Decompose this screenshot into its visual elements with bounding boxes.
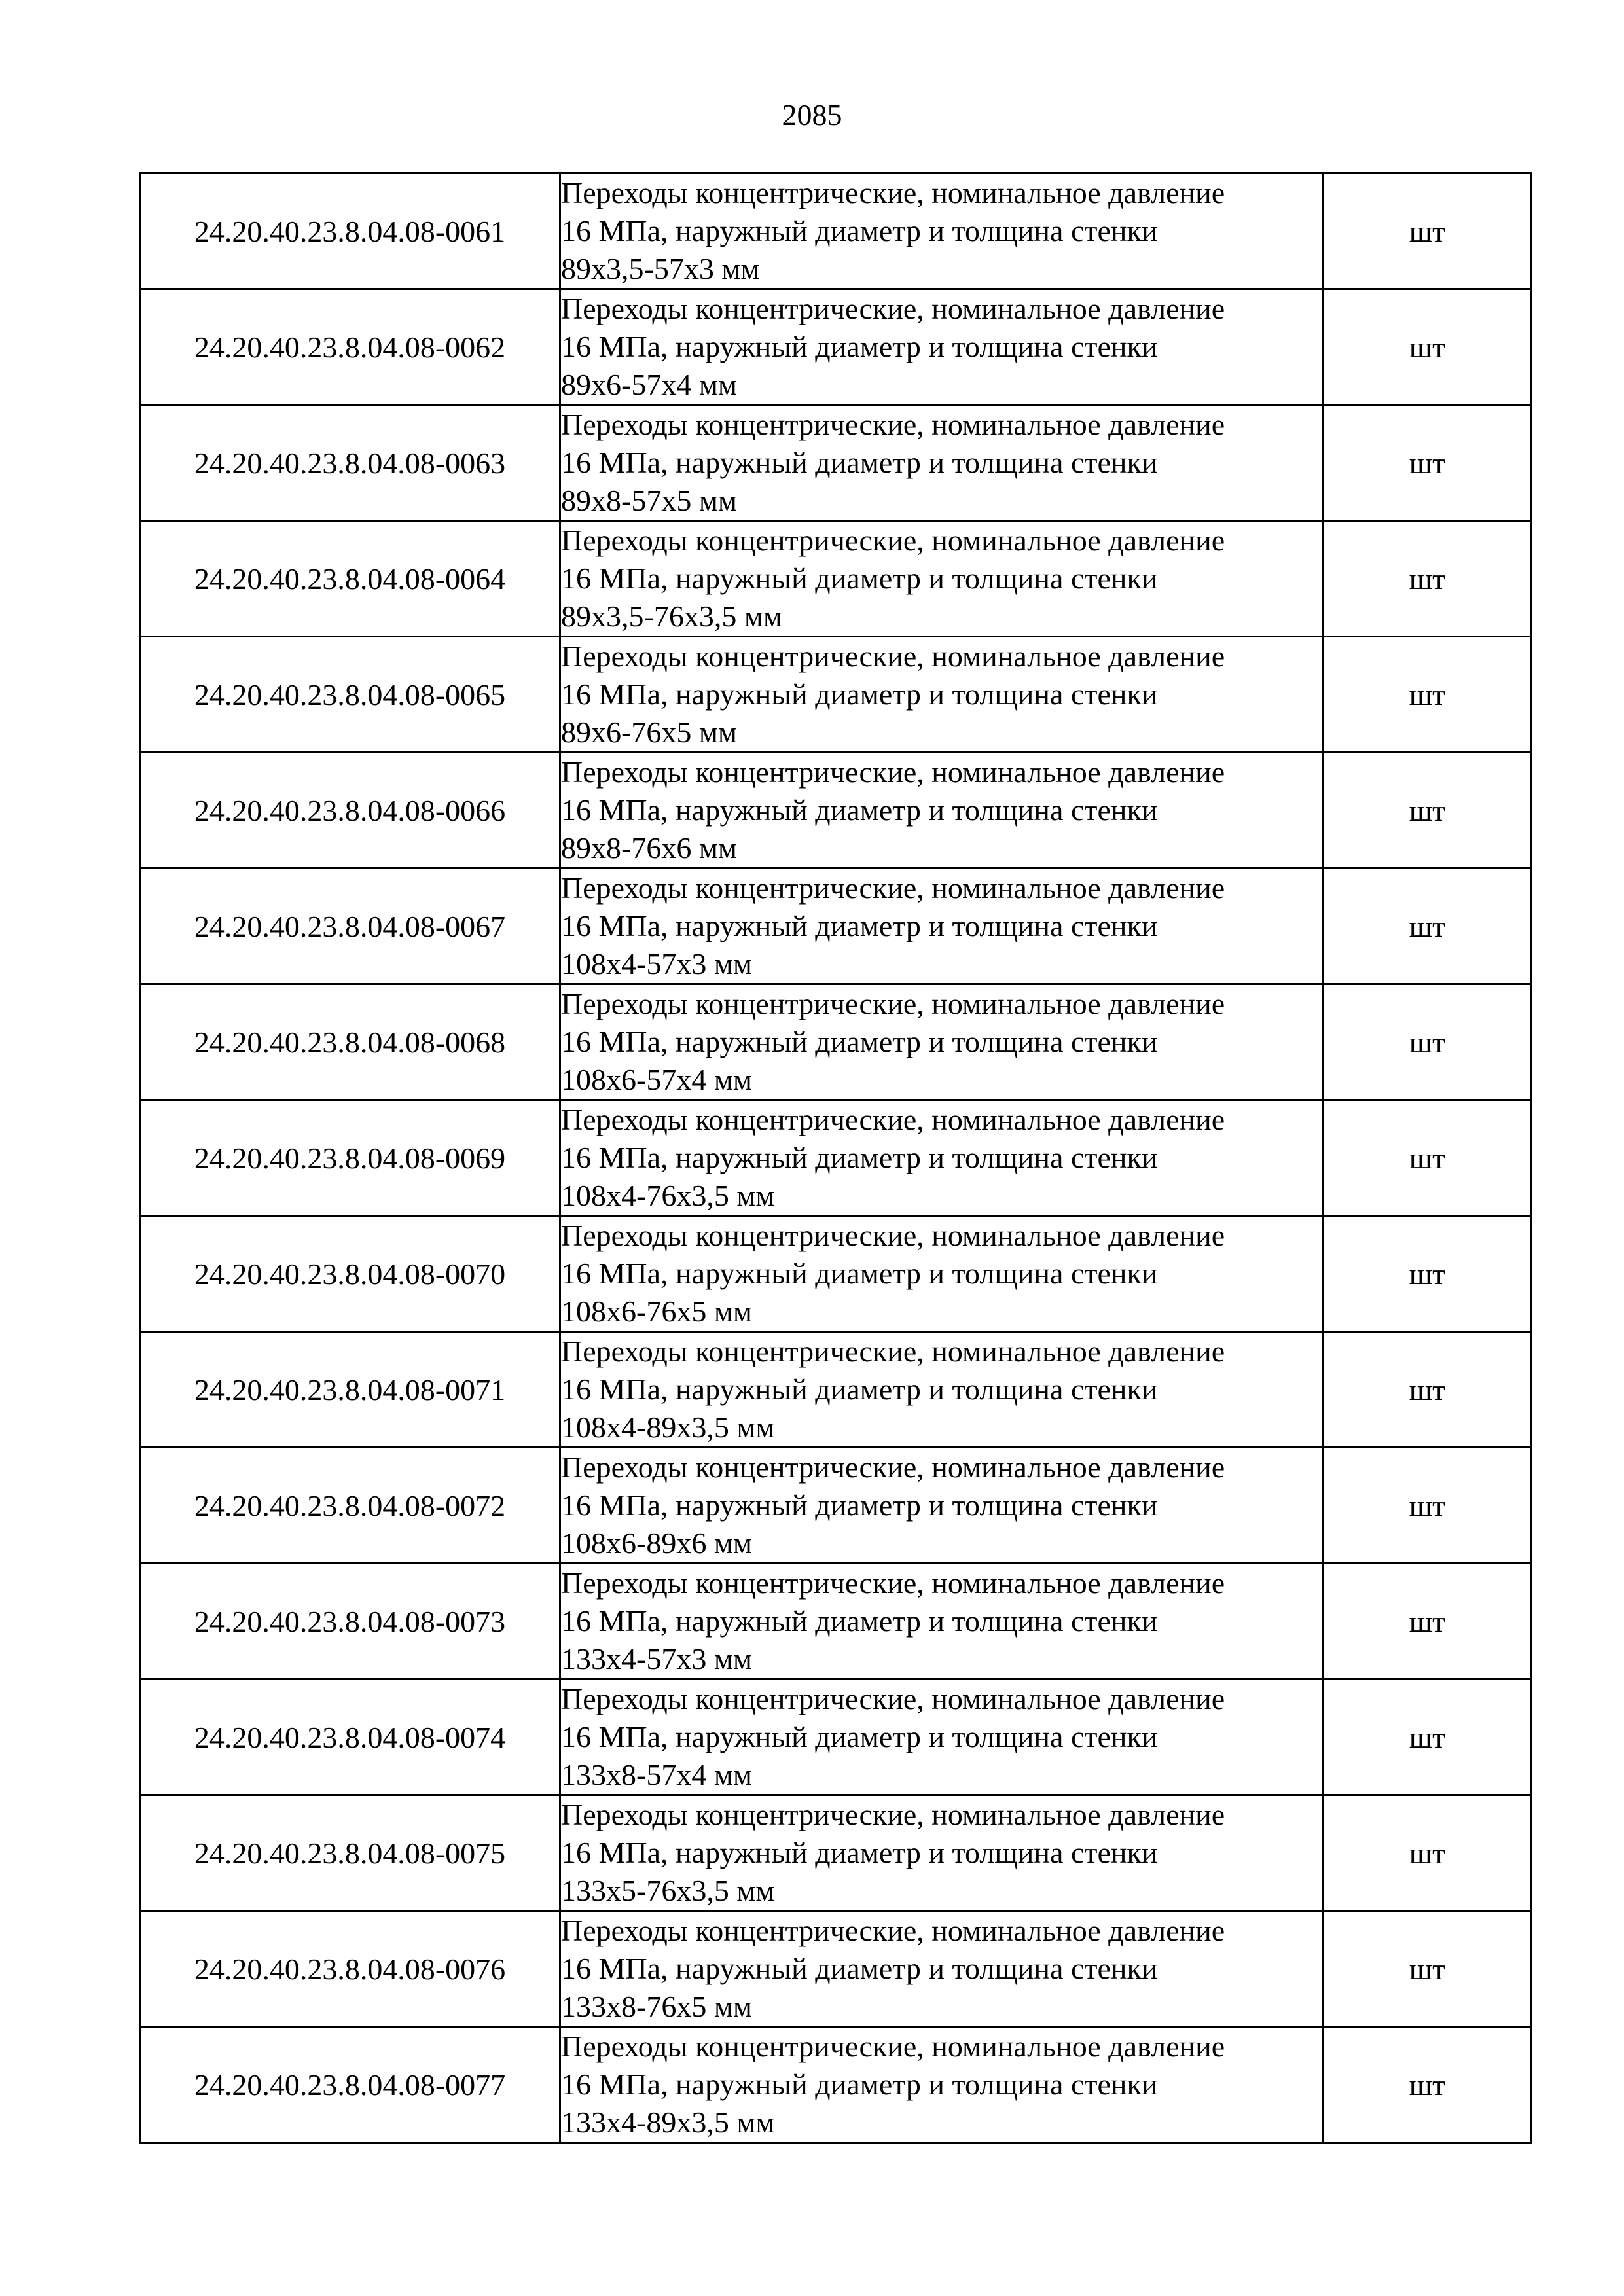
table-row [140,1448,1532,1564]
resource-description [560,1100,1324,1216]
description-line: Переходы концентрические, номинальное давление [561,1335,1225,1368]
description-line: 16 МПа, наружный диаметр и толщина стенки [561,1257,1158,1290]
resource-code: 24.20.40.23.8.04.08-0072 [140,1448,560,1564]
description-line: 133х4-57х3 мм [561,1642,753,1676]
description-line: 89х8-57х5 мм [561,484,738,517]
resource-description [560,869,1324,984]
unit-of-measure: шт [1324,1795,1532,1911]
description-line: Переходы концентрические, номинальное давление [561,2030,1225,2063]
resource-code: 24.20.40.23.8.04.08-0064 [140,521,560,637]
unit-of-measure: шт [1324,1332,1532,1448]
resource-description [560,753,1324,869]
description-line: 108х6-76х5 мм [561,1295,753,1328]
resource-code: 24.20.40.23.8.04.08-0077 [140,2027,560,2143]
table-row [140,521,1532,637]
resource-code: 24.20.40.23.8.04.08-0062 [140,289,560,405]
table-row [140,1564,1532,1679]
description-line: 16 МПа, наружный диаметр и толщина стенки [561,214,1158,247]
resource-code: 24.20.40.23.8.04.08-0075 [140,1795,560,1911]
resource-description [560,1564,1324,1679]
resource-code: 24.20.40.23.8.04.08-0070 [140,1216,560,1332]
resource-description [560,521,1324,637]
description-line: 89х6-76х5 мм [561,715,738,749]
resource-code: 24.20.40.23.8.04.08-0061 [140,173,560,289]
table-row [140,405,1532,521]
table-row [140,753,1532,869]
description-line: 16 МПа, наружный диаметр и толщина стенки [561,1720,1158,1753]
resource-code: 24.20.40.23.8.04.08-0065 [140,637,560,753]
resource-code: 24.20.40.23.8.04.08-0067 [140,869,560,984]
description-line: Переходы концентрические, номинальное давление [561,639,1225,673]
description-line: 108х6-57х4 мм [561,1063,753,1096]
resource-description [560,1448,1324,1564]
unit-of-measure: шт [1324,869,1532,984]
description-line: 16 МПа, наружный диаметр и толщина стенки [561,677,1158,711]
resource-code: 24.20.40.23.8.04.08-0074 [140,1679,560,1795]
unit-of-measure: шт [1324,1448,1532,1564]
unit-of-measure: шт [1324,984,1532,1100]
description-line: 133х5-76х3,5 мм [561,1874,775,1907]
resource-description [560,1216,1324,1332]
table-row [140,2027,1532,2143]
table-row [140,1795,1532,1911]
unit-of-measure: шт [1324,1564,1532,1679]
description-line: 89х3,5-76х3,5 мм [561,600,783,633]
description-line: Переходы концентрические, номинальное давление [561,1566,1225,1600]
description-line: 108х4-89х3,5 мм [561,1410,775,1444]
page-number: 2085 [782,98,842,132]
description-line: 16 МПа, наружный диаметр и толщина стенки [561,1952,1158,1985]
resource-description [560,289,1324,405]
resource-description [560,1679,1324,1795]
table-row [140,1332,1532,1448]
unit-of-measure: шт [1324,1100,1532,1216]
description-line: Переходы концентрические, номинальное давление [561,1219,1225,1252]
catalog-table-body [140,173,1532,2143]
resource-code: 24.20.40.23.8.04.08-0063 [140,405,560,521]
description-line: Переходы концентрические, номинальное давление [561,755,1225,789]
description-line: 16 МПа, наружный диаметр и толщина стенки [561,1836,1158,1869]
table-row [140,289,1532,405]
resource-code: 24.20.40.23.8.04.08-0073 [140,1564,560,1679]
description-line: Переходы концентрические, номинальное давление [561,871,1225,905]
resource-description [560,2027,1324,2143]
unit-of-measure: шт [1324,2027,1532,2143]
unit-of-measure: шт [1324,637,1532,753]
unit-of-measure: шт [1324,1679,1532,1795]
description-line: 16 МПа, наружный диаметр и толщина стенки [561,446,1158,479]
description-line: 133х8-76х5 мм [561,1990,753,2023]
resource-description [560,1795,1324,1911]
description-line: 16 МПа, наружный диаметр и толщина стенки [561,1488,1158,1522]
description-line: Переходы концентрические, номинальное давление [561,1914,1225,1947]
resource-code: 24.20.40.23.8.04.08-0076 [140,1911,560,2027]
description-line: Переходы концентрические, номинальное давление [561,176,1225,209]
description-line: 89х8-76х6 мм [561,831,738,865]
resource-description [560,637,1324,753]
resource-code: 24.20.40.23.8.04.08-0069 [140,1100,560,1216]
description-line: Переходы концентрические, номинальное давление [561,987,1225,1020]
description-line: Переходы концентрические, номинальное давление [561,1798,1225,1831]
table-row [140,1679,1532,1795]
description-line: 16 МПа, наружный диаметр и толщина стенки [561,793,1158,827]
resource-code: 24.20.40.23.8.04.08-0066 [140,753,560,869]
description-line: 16 МПа, наружный диаметр и толщина стенки [561,1141,1158,1174]
description-line: 16 МПа, наружный диаметр и толщина стенки [561,330,1158,363]
table-row [140,1100,1532,1216]
unit-of-measure: шт [1324,405,1532,521]
unit-of-measure: шт [1324,521,1532,637]
table-row [140,984,1532,1100]
resource-description [560,1332,1324,1448]
unit-of-measure: шт [1324,1216,1532,1332]
unit-of-measure: шт [1324,289,1532,405]
description-line: 16 МПа, наружный диаметр и толщина стенки [561,1025,1158,1058]
description-line: Переходы концентрические, номинальное давление [561,524,1225,557]
catalog-table [139,172,1532,2144]
description-line: Переходы концентрические, номинальное давление [561,1450,1225,1484]
description-line: 108х4-57х3 мм [561,947,753,980]
table-row [140,637,1532,753]
description-line: Переходы концентрические, номинальное давление [561,408,1225,441]
description-line: Переходы концентрические, номинальное давление [561,292,1225,325]
table-row [140,173,1532,289]
description-line: 108х6-89х6 мм [561,1526,753,1560]
description-line: 89х6-57х4 мм [561,368,738,401]
description-line: 16 МПа, наружный диаметр и толщина стенки [561,1372,1158,1406]
resource-description [560,1911,1324,2027]
resource-code: 24.20.40.23.8.04.08-0068 [140,984,560,1100]
resource-code: 24.20.40.23.8.04.08-0071 [140,1332,560,1448]
unit-of-measure: шт [1324,1911,1532,2027]
table-row [140,1911,1532,2027]
unit-of-measure: шт [1324,173,1532,289]
description-line: 16 МПа, наружный диаметр и толщина стенки [561,1604,1158,1638]
resource-description [560,173,1324,289]
description-line: 16 МПа, наружный диаметр и толщина стенки [561,2068,1158,2101]
table-row [140,869,1532,984]
description-line: Переходы концентрические, номинальное давление [561,1103,1225,1136]
description-line: 16 МПа, наружный диаметр и толщина стенки [561,909,1158,942]
resource-description [560,405,1324,521]
description-line: Переходы концентрические, номинальное давление [561,1682,1225,1715]
description-line: 89х3,5-57х3 мм [561,252,760,285]
description-line: 133х8-57х4 мм [561,1758,753,1791]
unit-of-measure: шт [1324,753,1532,869]
table-row [140,1216,1532,1332]
description-line: 133х4-89х3,5 мм [561,2106,775,2139]
description-line: 16 МПа, наружный диаметр и толщина стенки [561,562,1158,595]
resource-description [560,984,1324,1100]
description-line: 108х4-76х3,5 мм [561,1179,775,1212]
